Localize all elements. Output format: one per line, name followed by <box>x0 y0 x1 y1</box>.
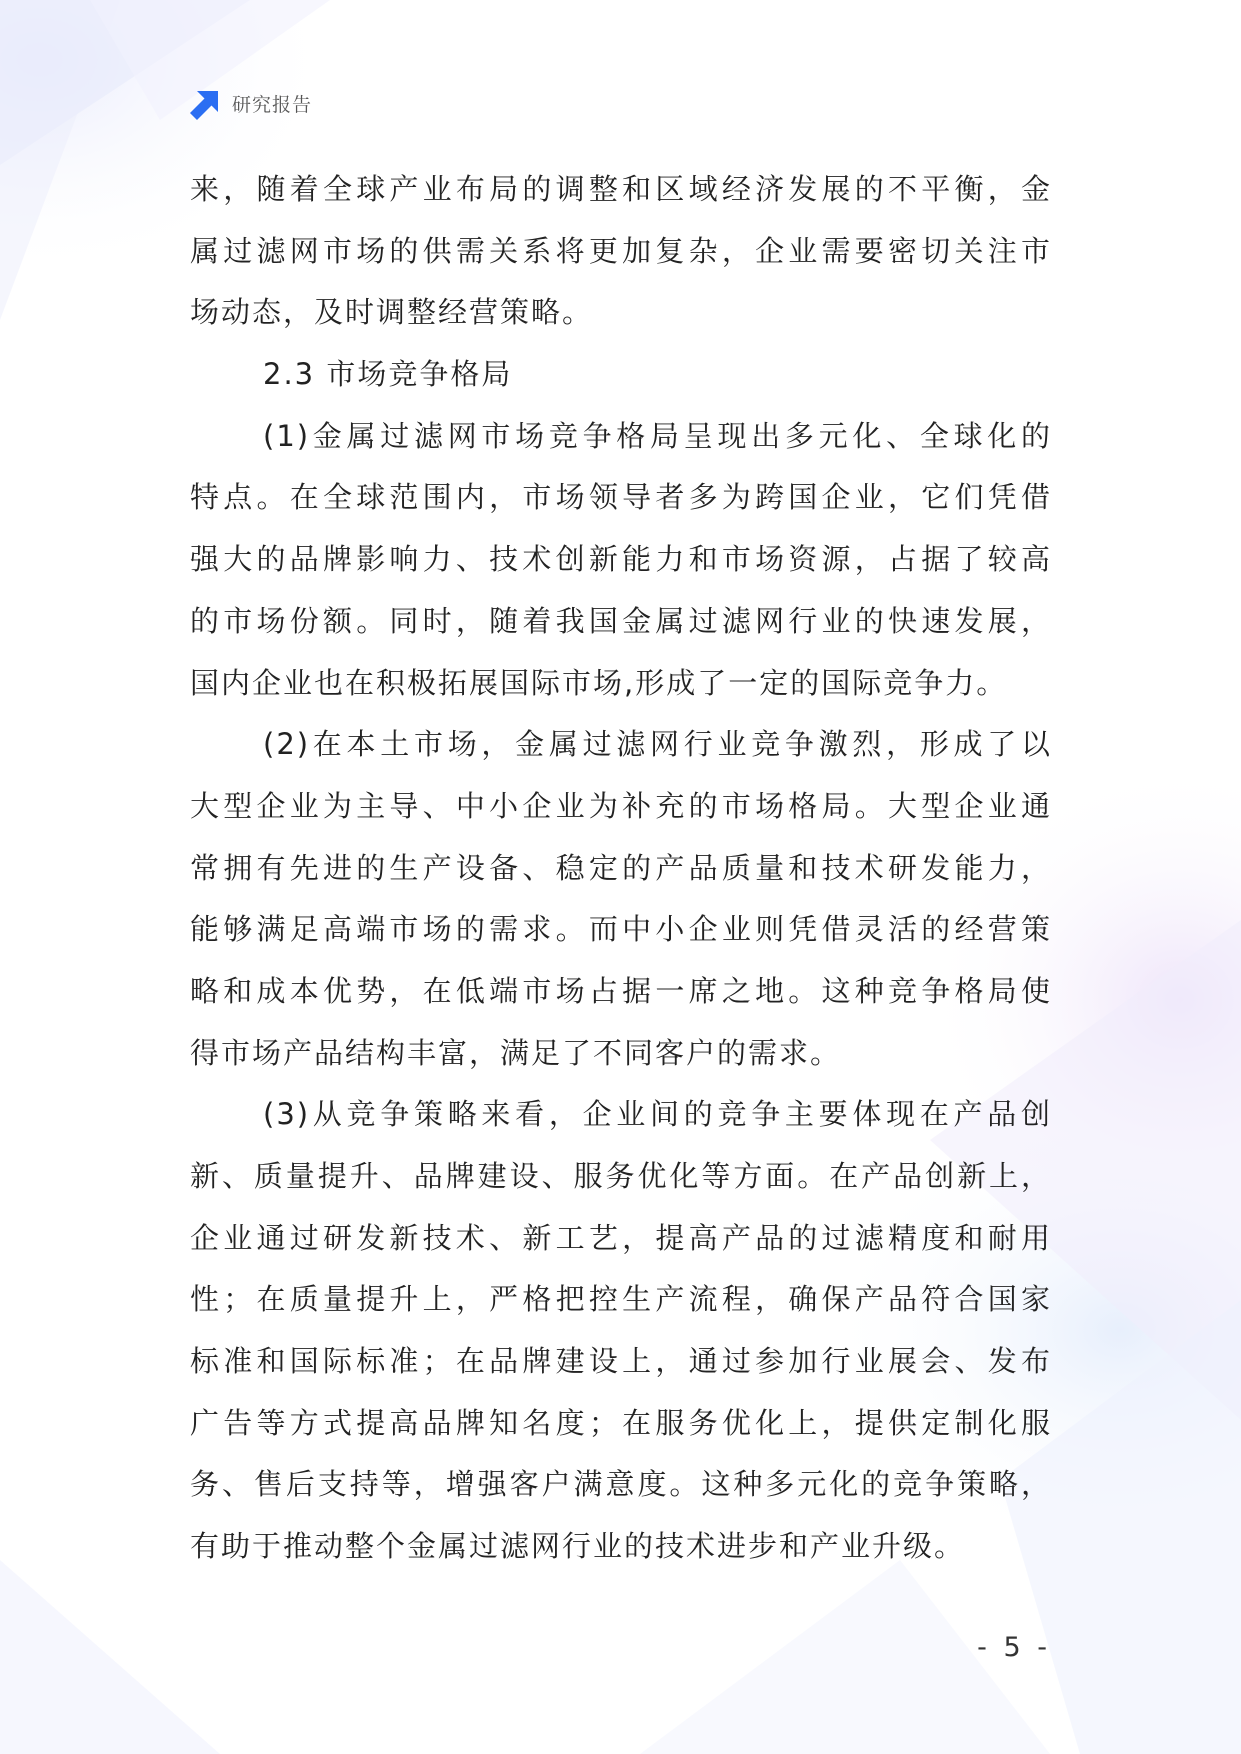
text-line: 来，随着全球产业布局的调整和区域经济发展的不平衡，金 <box>190 172 1052 206</box>
paragraph-2-line: 常拥有先进的生产设备、稳定的产品质量和技术研发能力， <box>190 850 1052 885</box>
paragraph-3-line: 企业通过研发新技术、新工艺，提高产品的过滤精度和耐用 <box>190 1220 1052 1255</box>
paragraph-1-line: 强大的品牌影响力、技术创新能力和市场资源，占据了较高 <box>190 542 1052 577</box>
paragraph-2-line: (2)在本土市场，金属过滤网行业竞争激烈，形成了以 <box>263 727 1052 762</box>
paragraph-3-line: (3)从竞争策略来看，企业间的竞争主要体现在产品创 <box>263 1097 1052 1132</box>
paragraph-3-line: 广告等方式提高品牌知名度；在服务优化上，提供定制化服 <box>190 1405 1052 1440</box>
paragraph-1-line: 特点。在全球范围内，市场领导者多为跨国企业，它们凭借 <box>190 480 1052 515</box>
arrow-up-right-icon <box>188 89 220 121</box>
paragraph-2-line: 得市场产品结构丰富，满足了不同客户的需求。 <box>190 1035 842 1070</box>
paragraph-1-line: 的市场份额。同时，随着我国金属过滤网行业的快速发展， <box>190 603 1052 638</box>
paragraph-2-line: 略和成本优势，在低端市场占据一席之地。这种竞争格局使 <box>190 973 1052 1008</box>
text-line: 属过滤网市场的供需关系将更加复杂，企业需要密切关注市 <box>190 233 1052 268</box>
paragraph-1-line: (1)金属过滤网市场竞争格局呈现出多元化、全球化的 <box>263 418 1052 453</box>
paragraph-3-line: 性；在质量提升上，严格把控生产流程，确保产品符合国家 <box>190 1282 1052 1317</box>
document-body <box>190 159 1052 1578</box>
paragraph-3-line: 有助于推动整个金属过滤网行业的技术进步和产业升级。 <box>190 1529 966 1564</box>
paragraph-3-line: 标准和国际标准；在品牌建设上，通过参加行业展会、发布 <box>190 1344 1052 1379</box>
header-label: 研究报告 <box>232 94 313 116</box>
paragraph-2-line: 能够满足高端市场的需求。而中小企业则凭借灵活的经营策 <box>190 912 1052 947</box>
section-heading: 2.3 市场竞争格局 <box>263 357 513 392</box>
paragraph-2-line: 大型企业为主导、中小企业为补充的市场格局。大型企业通 <box>190 788 1052 823</box>
text-line: 场动态，及时调整经营策略。 <box>190 295 594 330</box>
page-number: - 5 - <box>977 1632 1051 1663</box>
paragraph-3-line: 务、售后支持等，增强客户满意度。这种多元化的竞争策略， <box>190 1467 1052 1502</box>
paragraph-1-line: 国内企业也在积极拓展国际市场,形成了一定的国际竞争力。 <box>190 665 1008 700</box>
page-footer <box>977 1630 1051 1666</box>
paragraph-3-line: 新、质量提升、品牌建设、服务优化等方面。在产品创新上， <box>190 1159 1052 1193</box>
